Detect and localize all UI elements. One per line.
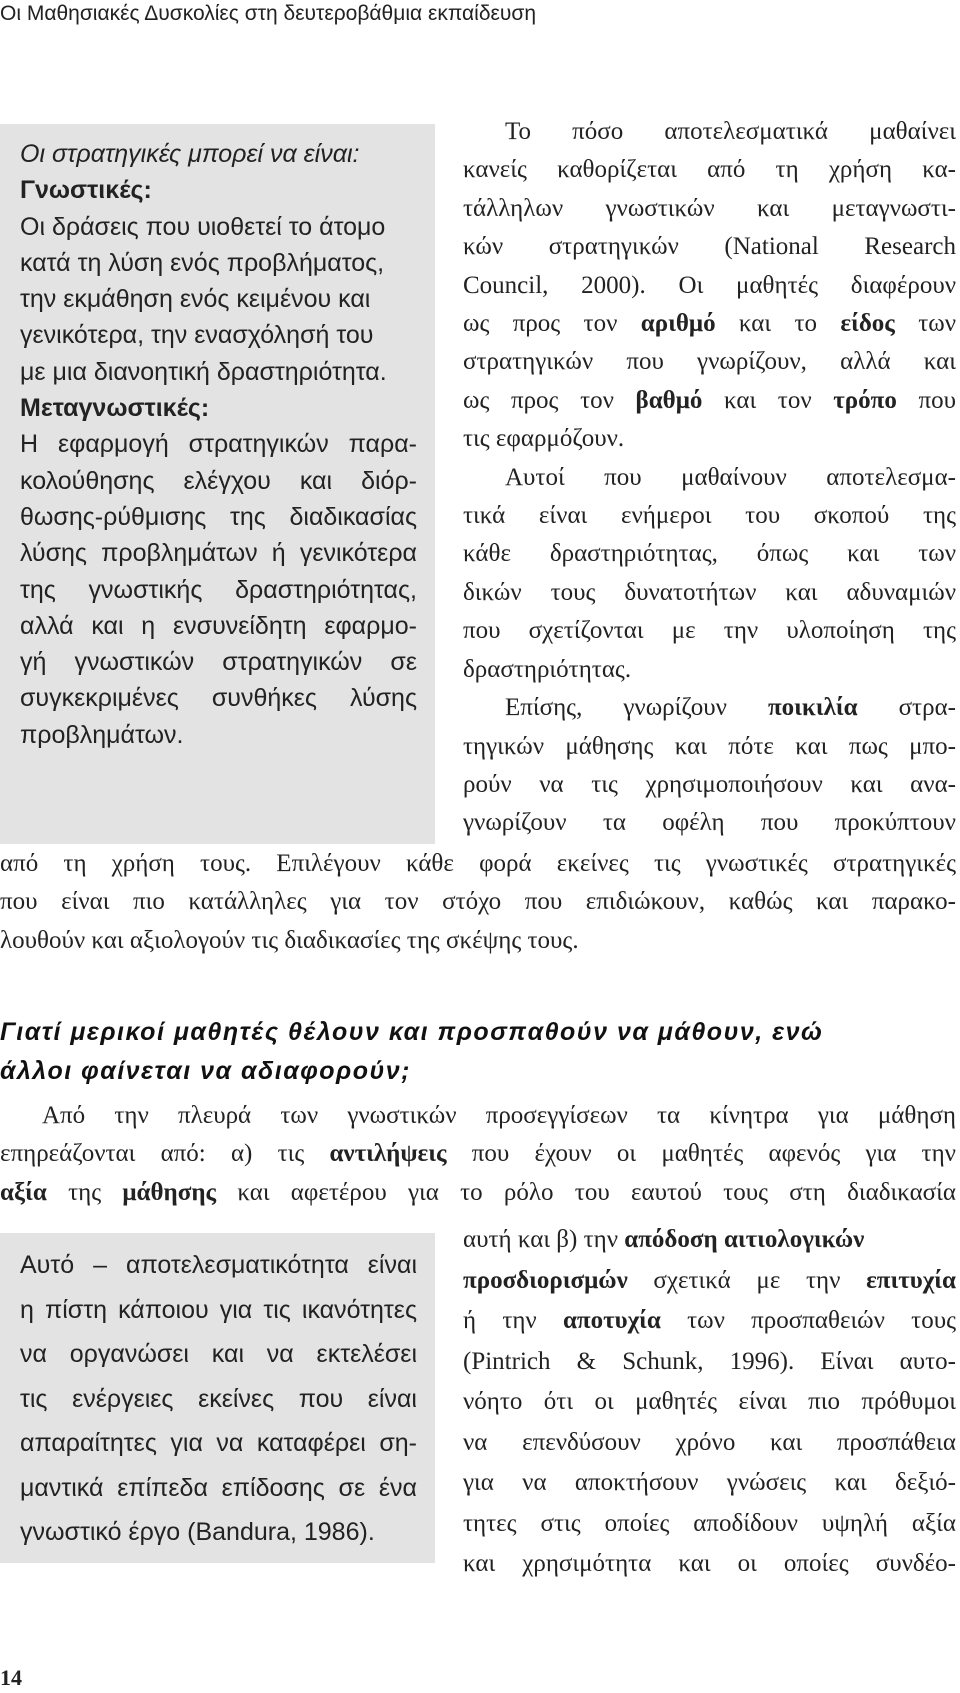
text-line: προσδιορισμών σχετικά με την επιτυχία — [463, 1266, 956, 1294]
text-line: από τη χρήση τους. Επιλέγουν κάθε φορά εκείνες τις γνωστικές στρατηγικές — [0, 850, 956, 877]
text-line: Από την πλευρά των γνωστικών προσεγγίσεων τα κίνητρα για μάθηση — [42, 1102, 956, 1129]
text-line: κανείς καθορίζεται από τη χρήση κα- — [463, 156, 956, 184]
cognitive-label: Γνωστικές: — [20, 176, 152, 205]
text-line: τις εφαρμόζουν. — [463, 425, 625, 453]
text-line: επηρεάζονται από: α) τις αντιλήψεις που έχουν οι μαθητές αφενός για την — [0, 1140, 956, 1168]
right-column-text-2 — [463, 1220, 956, 1585]
text-line: στρατηγικών που γνωρίζουν, αλλά και — [463, 348, 956, 376]
text-line: που είναι πιο κατάλληλες για τον στόχο που επιδιώκουν, καθώς και παρακο- — [0, 888, 956, 916]
box-line: Αυτό – αποτελεσματικότητα είναι — [20, 1251, 417, 1279]
text-line: δραστηριότητας. — [463, 655, 632, 683]
text-line: ρούν να τις χρησιμοποιήσουν και ανα- — [463, 770, 956, 798]
bold-term: αντιλήψεις — [329, 1140, 447, 1168]
box-intro: Οι στρατηγικές μπορεί να είναι: — [20, 140, 360, 168]
box-line: Οι δράσεις που υιοθετεί το άτομο — [20, 212, 386, 241]
text-line: Αυτοί που μαθαίνουν αποτελεσμα- — [505, 463, 956, 491]
bold-term: αξία — [0, 1178, 47, 1206]
full-width-paragraph — [0, 845, 956, 960]
page-number: 14 — [0, 1665, 22, 1690]
heading-line: Γιατί μερικοί μαθητές θέλουν και προσπαθούν να μάθουν, ενώ — [0, 1018, 824, 1046]
self-efficacy-box — [0, 1233, 435, 1563]
text-line: ως προς τον βαθμό και τον τρόπο που — [463, 386, 956, 414]
text-line: να επενδύσουν χρόνο και προσπάθεια — [463, 1428, 956, 1456]
section-heading — [0, 1013, 956, 1091]
box-line: γνωστικό έργο (Bandura, 1986). — [20, 1518, 375, 1546]
text-line: και χρησιμότητα και οι οποίες συνδέο- — [463, 1550, 956, 1577]
bold-term: ποικιλία — [767, 694, 858, 722]
box-line: τις ενέργειες εκείνες που είναι — [20, 1384, 417, 1413]
bold-term: απόδοση αιτιολογικών — [624, 1226, 865, 1253]
text-line: Το πόσο αποτελεσματικά μαθαίνει — [505, 118, 956, 145]
text-line: κάθε δραστηριότητας, όπως και των — [463, 540, 956, 568]
box-line: αλλά και η ενσυνείδητη εφαρμο- — [20, 611, 417, 640]
text-line: ή την αποτυχία των προσπαθειών τους — [463, 1307, 956, 1334]
running-header: Οι Μαθησιακές Δυσκολίες στη δευτεροβάθμια εκπαίδευση — [0, 2, 536, 25]
text-line: αξία της μάθησης και αφετέρου για το ρόλο του εαυτού τους στη διαδικασία — [0, 1178, 956, 1206]
box-line: την εκμάθηση ενός κειμένου και — [20, 285, 371, 314]
text-line: για να αποκτήσουν γνώσεις και δεξιό- — [463, 1469, 956, 1496]
text-line: τηγικών μάθησης και πότε και πως μπο- — [463, 732, 956, 760]
text-line: αυτή και β) την απόδοση αιτιολογικών — [463, 1226, 865, 1253]
metacognitive-label: Μεταγνωστικές: — [20, 394, 210, 423]
motivation-paragraph — [0, 1097, 956, 1212]
text-line: που σχετίζονται με την υλοποίηση της — [463, 617, 956, 645]
box-line: προβλημάτων. — [20, 720, 184, 749]
strategies-definition-box — [0, 124, 435, 844]
box-line: η πίστη κάποιου για τις ικανότητες — [20, 1295, 417, 1324]
bold-term: βαθμό — [635, 386, 703, 414]
box-line: γενικότερα, την ενασχόλησή του — [20, 321, 374, 350]
text-line: κών στρατηγικών (National Research — [463, 233, 956, 261]
right-column-text — [463, 113, 956, 843]
box-line: γή γνωστικών στρατηγικών σε — [20, 648, 417, 677]
box-line: να οργανώσει και να εκτελέσει — [20, 1340, 417, 1368]
text-line: δικών τους δυνατοτήτων και αδυναμιών — [463, 578, 956, 606]
text-line: τητες στις οποίες αποδίδουν υψηλή αξία — [463, 1509, 956, 1537]
bold-term: επιτυχία — [866, 1266, 956, 1294]
text-line: τάλληλων γνωστικών και μεταγνωστι- — [463, 194, 956, 222]
text-line: λουθούν και αξιολογούν τις διαδικασίες της σκέψης τους. — [0, 926, 579, 954]
text-line: (Pintrich & Schunk, 1996). Είναι αυτο- — [463, 1347, 956, 1375]
text-line: Council, 2000). Οι μαθητές διαφέρουν — [463, 271, 956, 299]
bold-term: είδος — [840, 310, 895, 338]
box-line: με μια διανοητική δραστηριότητα. — [20, 357, 387, 386]
box-line: κολούθησης ελέγχου και διόρ- — [20, 466, 417, 495]
box-line: κατά τη λύση ενός προβλήματος, — [20, 248, 385, 277]
text-line: τικά είναι ενήμεροι του σκοπού της — [463, 502, 956, 530]
bold-term: τρόπο — [833, 386, 897, 414]
box-line: μαντικά επίπεδα επίδοσης σε ένα — [20, 1473, 417, 1502]
box-line: απαραίτητες για να καταφέρει ση- — [20, 1429, 417, 1457]
box-line: της γνωστικής δραστηριότητας, — [20, 575, 417, 604]
box-line: λύσης προβλημάτων ή γενικότερα — [20, 539, 417, 568]
heading-line: άλλοι φαίνεται να αδιαφορούν; — [0, 1057, 411, 1085]
text-line: νόητο ότι οι μαθητές είναι πιο πρόθυμοι — [463, 1388, 956, 1415]
bold-term: αριθμό — [640, 310, 716, 338]
text-line: γνωρίζουν τα οφέλη που προκύπτουν — [463, 809, 956, 837]
bold-term: αποτυχία — [562, 1307, 661, 1334]
text-line: Επίσης, γνωρίζουν ποικιλία στρα- — [505, 694, 957, 722]
bold-term: προσδιορισμών — [463, 1266, 628, 1294]
box-line: θωσης-ρύθμισης της διαδικασίας — [20, 502, 417, 531]
bold-term: μάθησης — [122, 1178, 217, 1206]
text-line: ως προς τον αριθμό και το είδος των — [463, 310, 957, 338]
box-line: Η εφαρμογή στρατηγικών παρα- — [20, 430, 417, 459]
box-line: συγκεκριμένες συνθήκες λύσης — [20, 684, 417, 713]
